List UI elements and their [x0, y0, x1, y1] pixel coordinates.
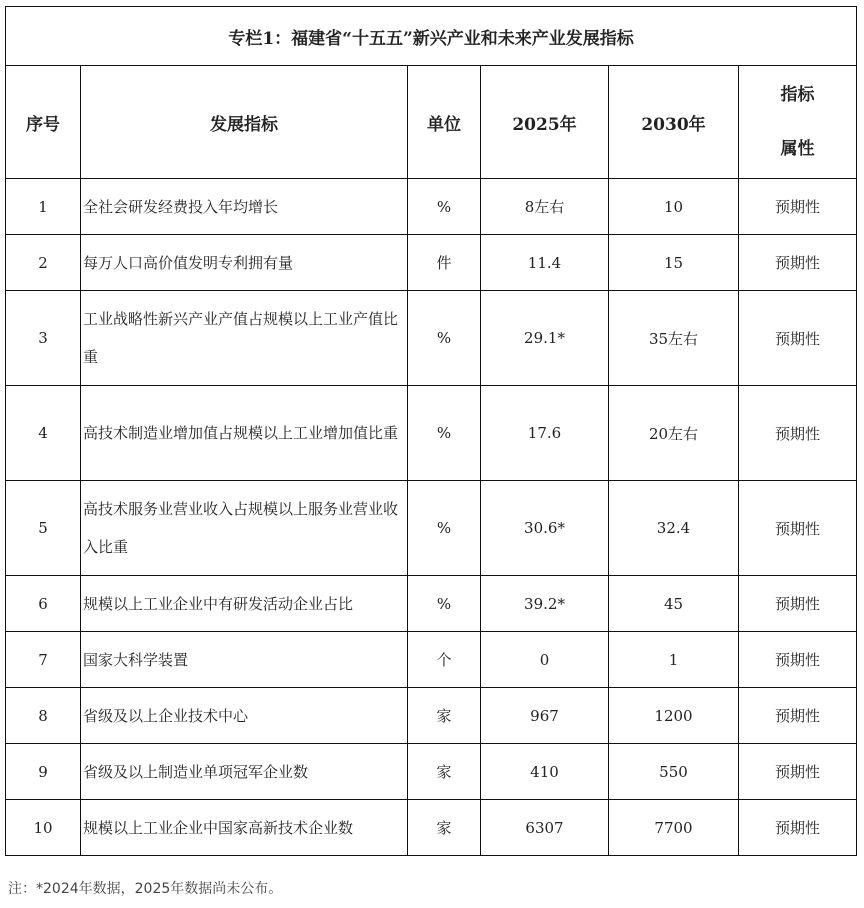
- row-unit: 家: [408, 800, 481, 856]
- table-row: [6, 632, 857, 688]
- row-value-2025: 17.6: [481, 386, 609, 481]
- header-attribute-line1: 指标: [780, 85, 815, 105]
- row-indicator: 省级及以上企业技术中心: [81, 688, 408, 744]
- row-value-2030: 32.4: [609, 481, 739, 576]
- row-value-2025: 6307: [481, 800, 609, 856]
- row-value-2025: 8左右: [481, 179, 609, 235]
- header-2030: 2030年: [609, 66, 739, 179]
- row-attribute: 预期性: [739, 179, 857, 235]
- row-indicator: 省级及以上制造业单项冠军企业数: [81, 744, 408, 800]
- row-unit: 家: [408, 688, 481, 744]
- row-value-2025: 29.1*: [481, 291, 609, 386]
- row-seq: 10: [6, 800, 81, 856]
- row-value-2025: 410: [481, 744, 609, 800]
- row-attribute: 预期性: [739, 386, 857, 481]
- row-attribute: 预期性: [739, 576, 857, 632]
- row-indicator: 工业战略性新兴产业产值占规模以上工业产值比重: [81, 291, 408, 386]
- row-seq: 5: [6, 481, 81, 576]
- row-value-2030: 15: [609, 235, 739, 291]
- row-seq: 1: [6, 179, 81, 235]
- row-unit: %: [408, 179, 481, 235]
- table-row: [6, 386, 857, 481]
- header-attribute-line2: 属性: [780, 139, 815, 159]
- row-indicator: 规模以上工业企业中有研发活动企业占比: [81, 576, 408, 632]
- row-value-2030: 550: [609, 744, 739, 800]
- row-seq: 6: [6, 576, 81, 632]
- row-unit: %: [408, 291, 481, 386]
- row-attribute: 预期性: [739, 744, 857, 800]
- table-title: 专栏1：福建省“十五五”新兴产业和未来产业发展指标: [6, 7, 857, 66]
- row-unit: 家: [408, 744, 481, 800]
- row-seq: 2: [6, 235, 81, 291]
- row-seq: 4: [6, 386, 81, 481]
- row-indicator: 高技术服务业营业收入占规模以上服务业营业收入比重: [81, 481, 408, 576]
- row-value-2030: 7700: [609, 800, 739, 856]
- row-value-2030: 10: [609, 179, 739, 235]
- row-value-2030: 20左右: [609, 386, 739, 481]
- table-body: [6, 179, 857, 856]
- footnote: 注：*2024年数据，2025年数据尚未公布。: [8, 881, 283, 897]
- header-seq: 序号: [6, 66, 81, 179]
- header-row: [6, 66, 857, 179]
- row-value-2025: 39.2*: [481, 576, 609, 632]
- header-attribute: [739, 66, 857, 179]
- row-attribute: 预期性: [739, 688, 857, 744]
- row-indicator: 全社会研发经费投入年均增长: [81, 179, 408, 235]
- row-indicator: 高技术制造业增加值占规模以上工业增加值比重: [81, 386, 408, 481]
- row-value-2030: 35左右: [609, 291, 739, 386]
- table-row: [6, 291, 857, 386]
- table-row: [6, 688, 857, 744]
- indicator-table: [5, 6, 857, 856]
- row-seq: 8: [6, 688, 81, 744]
- row-indicator: 国家大科学装置: [81, 632, 408, 688]
- row-unit: %: [408, 386, 481, 481]
- row-value-2025: 967: [481, 688, 609, 744]
- row-value-2030: 1200: [609, 688, 739, 744]
- row-unit: 个: [408, 632, 481, 688]
- table-row: [6, 481, 857, 576]
- table-row: [6, 179, 857, 235]
- row-seq: 7: [6, 632, 81, 688]
- row-attribute: 预期性: [739, 800, 857, 856]
- row-value-2025: 0: [481, 632, 609, 688]
- row-value-2030: 45: [609, 576, 739, 632]
- table-row: [6, 576, 857, 632]
- row-attribute: 预期性: [739, 291, 857, 386]
- row-indicator: 每万人口高价值发明专利拥有量: [81, 235, 408, 291]
- row-seq: 3: [6, 291, 81, 386]
- row-unit: 件: [408, 235, 481, 291]
- row-value-2025: 30.6*: [481, 481, 609, 576]
- row-value-2025: 11.4: [481, 235, 609, 291]
- indicator-table-frame: [5, 6, 856, 856]
- row-unit: %: [408, 576, 481, 632]
- header-indicator: 发展指标: [81, 66, 408, 179]
- row-attribute: 预期性: [739, 235, 857, 291]
- header-2025: 2025年: [481, 66, 609, 179]
- row-value-2030: 1: [609, 632, 739, 688]
- table-row: [6, 800, 857, 856]
- row-unit: %: [408, 481, 481, 576]
- table-row: [6, 235, 857, 291]
- row-attribute: 预期性: [739, 481, 857, 576]
- row-seq: 9: [6, 744, 81, 800]
- row-indicator: 规模以上工业企业中国家高新技术企业数: [81, 800, 408, 856]
- header-unit: 单位: [408, 66, 481, 179]
- row-attribute: 预期性: [739, 632, 857, 688]
- table-row: [6, 744, 857, 800]
